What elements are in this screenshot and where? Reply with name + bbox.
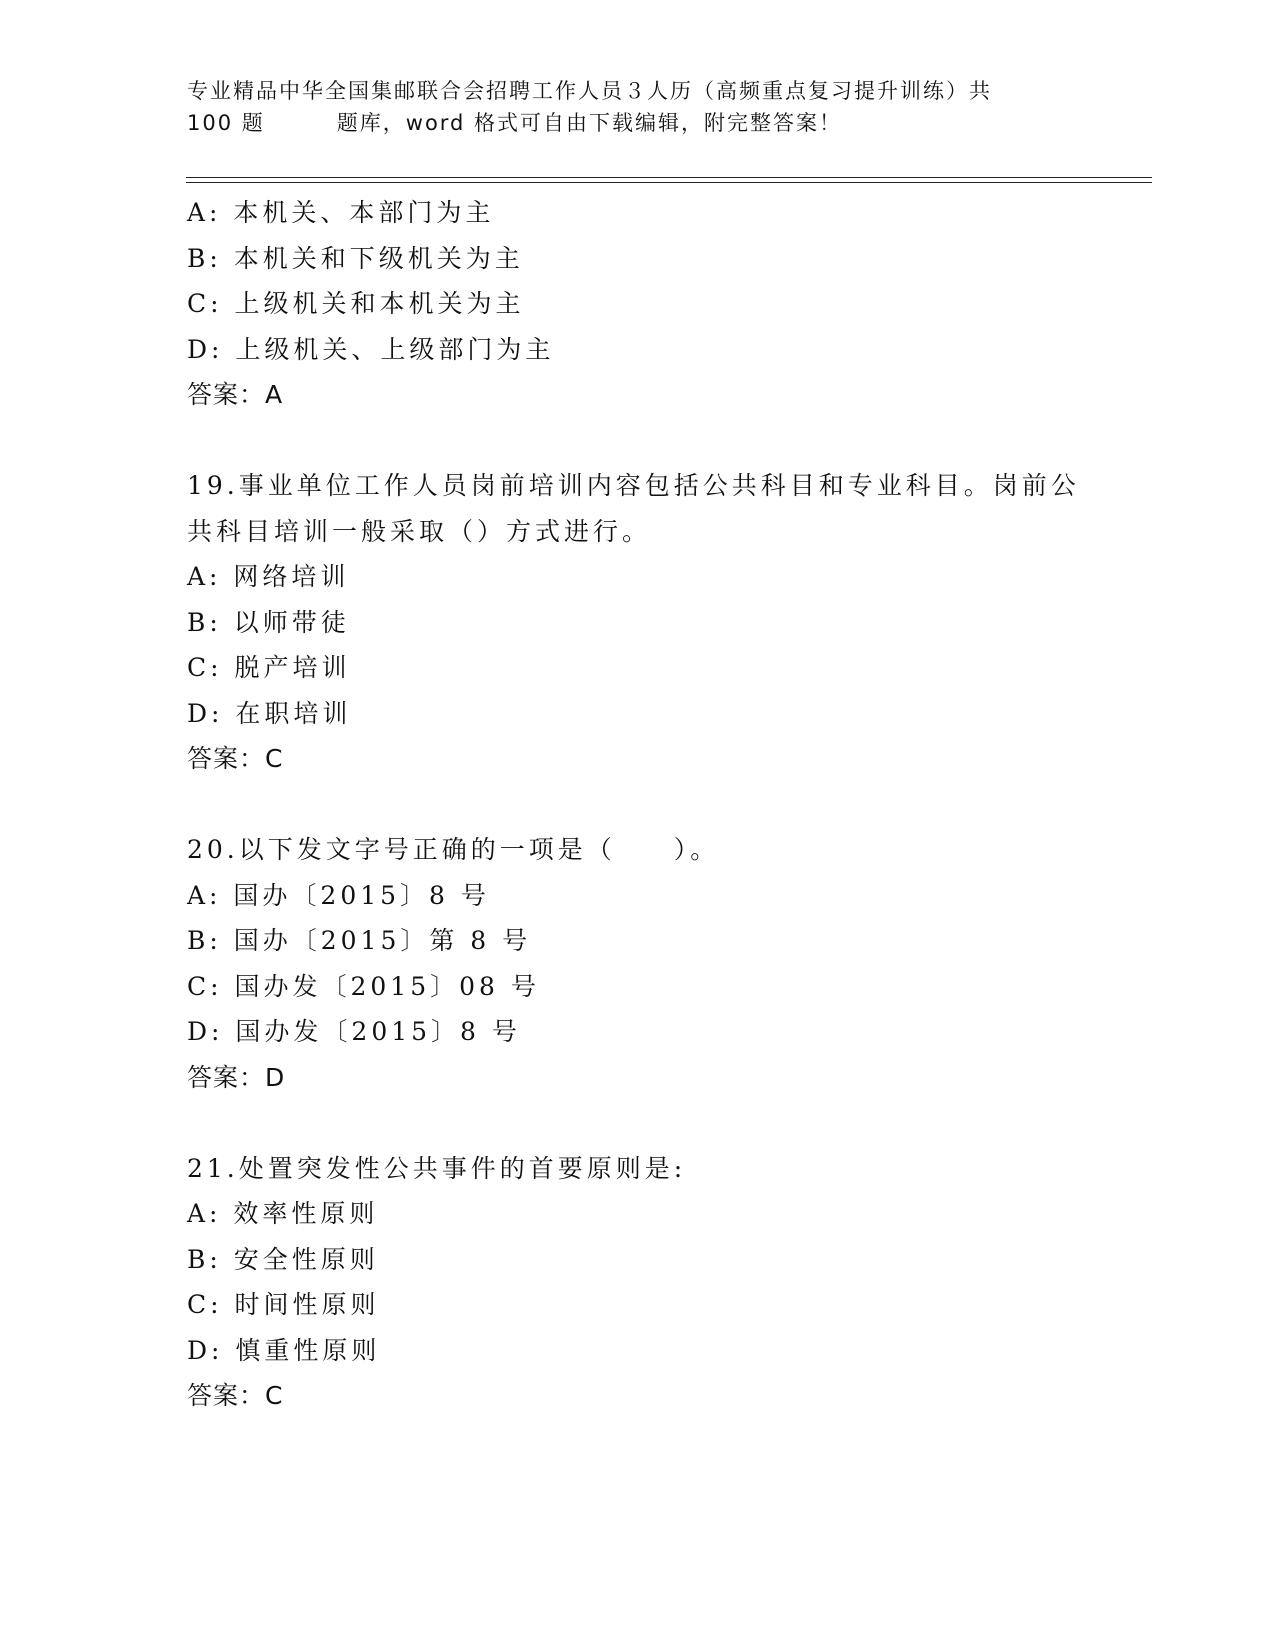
option-a: A: 本机关、本部门为主: [187, 198, 495, 227]
question-text: 20.以下发文字号正确的一项是（ ）。: [187, 835, 720, 864]
option-a: A: 效率性原则: [187, 1199, 379, 1228]
answer: 答案：A: [187, 380, 284, 409]
option-b: B: 国办〔2015〕第 8 号: [187, 926, 532, 955]
question-text-line-2: 共科目培训一般采取（）方式进行。: [187, 516, 652, 546]
option-c: C: 时间性原则: [187, 1290, 380, 1319]
header-description: 题库，word 格式可自由下载编辑，附完整答案！: [336, 111, 843, 135]
option-b: B: 安全性原则: [187, 1244, 379, 1274]
header-divider-bottom: [186, 182, 1152, 183]
option-d: D: 慎重性原则: [187, 1335, 381, 1365]
question-text-line-1: 19.事业单位工作人员岗前培训内容包括公共科目和专业科目。岗前公: [187, 471, 1080, 500]
question-19: [187, 463, 1107, 782]
header-question-count: 100 题: [187, 111, 265, 135]
question-21: [187, 1146, 1107, 1419]
option-c: C: 脱产培训: [187, 653, 351, 682]
option-b: B: 以师带徒: [187, 607, 350, 637]
question-18: [187, 190, 1107, 418]
option-d: D: 上级机关、上级部门为主: [187, 334, 555, 364]
answer: 答案：C: [187, 1381, 284, 1410]
header-line-1: 专业精品中华全国集邮联合会招聘工作人员３人历（高频重点复习提升训练）共: [187, 79, 992, 103]
question-list: [187, 190, 1107, 1419]
answer: 答案：D: [187, 1062, 286, 1092]
question-20: [187, 827, 1107, 1100]
option-b: B: 本机关和下级机关为主: [187, 243, 524, 273]
header-line-2: [187, 107, 1067, 139]
header-divider-top: [186, 177, 1152, 178]
document-header: [187, 75, 1067, 139]
option-c: C: 国办发〔2015〕08 号: [187, 971, 540, 1001]
option-a: A: 国办〔2015〕8 号: [187, 880, 490, 910]
option-a: A: 网络培训: [187, 562, 350, 591]
option-d: D: 国办发〔2015〕8 号: [187, 1017, 521, 1046]
option-d: D: 在职培训: [187, 698, 352, 728]
option-c: C: 上级机关和本机关为主: [187, 289, 525, 318]
answer: 答案：C: [187, 744, 284, 773]
question-text: 21.处置突发性公共事件的首要原则是:: [187, 1153, 687, 1183]
